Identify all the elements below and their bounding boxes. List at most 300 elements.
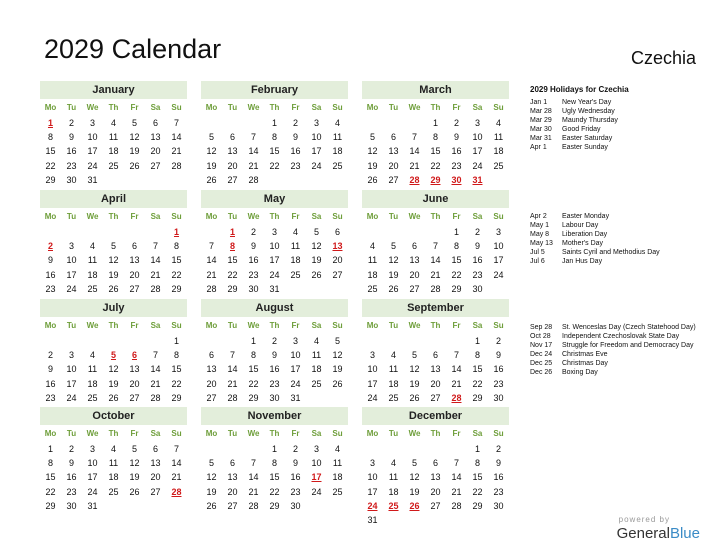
holiday-entry [530,230,705,239]
holiday-date: Mar 29 [530,117,552,124]
day-cell: 9 [271,350,277,361]
day-cell: 24 [367,392,378,403]
day-cell: 18 [311,364,322,375]
holiday-day-cell: 28 [451,392,462,403]
weekday-label: Fr [130,103,139,112]
day-cell: 28 [451,500,462,511]
holiday-name: Maundy Thursday [562,117,618,124]
holiday-name: Christmas Day [562,360,608,367]
day-cell: 25 [332,486,343,497]
weekday-label: Tu [388,212,399,221]
day-cell: 20 [388,160,399,171]
day-cell: 12 [388,255,399,266]
day-cell: 21 [248,486,259,497]
day-cell: 17 [66,378,77,389]
weekday-label: Fr [452,321,461,330]
day-cell: 23 [45,283,56,294]
day-cell: 24 [472,160,483,171]
day-cell: 23 [493,486,504,497]
day-cell: 8 [453,241,459,252]
day-cell: 21 [150,269,161,280]
weekday-label: Tu [227,103,238,112]
day-cell: 25 [290,269,301,280]
day-cell: 8 [474,458,480,469]
month-november [201,407,348,513]
day-cell: 20 [227,160,238,171]
empty-cell [243,442,264,456]
day-cell: 11 [311,350,322,361]
holiday-entry [530,359,705,368]
holiday-date: May 8 [530,231,550,238]
day-grid [201,334,348,405]
weekday-label: Sa [311,321,322,330]
day-grid [201,442,348,513]
day-cell: 29 [472,392,483,403]
day-cell: 9 [453,132,459,143]
holiday-name: Easter Sunday [562,144,608,151]
holiday-entry [530,350,705,359]
day-cell: 25 [332,160,343,171]
day-cell: 17 [66,269,77,280]
month-august [201,299,348,405]
month-name: February [201,81,348,99]
day-cell: 7 [411,132,417,143]
weekday-label: Sa [150,212,161,221]
day-cell: 30 [290,500,301,511]
day-cell: 19 [311,255,322,266]
day-cell: 30 [66,500,77,511]
holiday-date: Mar 28 [530,108,552,115]
day-cell: 23 [45,392,56,403]
day-cell: 17 [87,146,98,157]
holiday-entry [530,257,705,266]
weekday-label: Mo [205,103,218,112]
day-cell: 29 [472,500,483,511]
day-cell: 23 [269,378,280,389]
day-cell: 10 [311,458,322,469]
day-cell: 8 [271,458,277,469]
day-cell: 17 [290,364,301,375]
day-cell: 29 [45,174,56,185]
day-cell: 26 [332,378,343,389]
day-cell: 16 [269,364,280,375]
day-cell: 3 [495,227,501,237]
day-cell: 24 [311,486,322,497]
weekday-label: Mo [205,429,218,438]
day-cell: 18 [332,146,343,157]
day-cell: 15 [451,255,462,266]
day-cell: 11 [87,364,98,375]
holiday-date: Dec 26 [530,369,553,376]
day-cell: 18 [87,269,98,280]
day-cell: 14 [430,255,441,266]
weekday-label: Fr [452,103,461,112]
holiday-date: Apr 1 [530,144,547,151]
day-cell: 9 [250,241,256,252]
day-cell: 16 [45,378,56,389]
day-cell: 10 [66,364,77,375]
day-cell: 4 [89,241,95,252]
month-name: March [362,81,509,99]
day-cell: 6 [152,444,158,454]
empty-cell [404,334,425,348]
day-cell: 21 [248,160,259,171]
weekday-label: Su [493,321,504,330]
day-cell: 6 [432,458,438,469]
day-cell: 9 [47,255,53,266]
day-cell: 10 [311,132,322,143]
day-cell: 18 [493,146,504,157]
day-cell: 26 [129,486,140,497]
day-cell: 7 [173,118,179,128]
holiday-name: Independent Czechoslovak State Day [562,333,680,340]
day-cell: 25 [311,378,322,389]
empty-cell [124,225,145,239]
day-cell: 6 [390,132,396,143]
weekday-label: Mo [366,321,379,330]
day-cell: 7 [250,132,256,143]
day-cell: 4 [110,444,116,454]
holiday-day-cell: 8 [229,241,235,252]
weekday-header-row [40,101,187,115]
day-cell: 29 [227,283,238,294]
day-cell: 3 [89,118,95,128]
day-cell: 26 [311,269,322,280]
day-cell: 3 [369,350,375,361]
day-grid [362,442,509,527]
day-cell: 13 [388,146,399,157]
day-cell: 11 [108,458,119,469]
empty-cell [103,334,124,348]
day-cell: 27 [129,283,140,294]
day-cell: 4 [110,118,116,128]
day-cell: 21 [227,378,238,389]
day-cell: 13 [150,132,161,143]
day-cell: 8 [47,132,53,143]
weekday-label: Su [171,103,182,112]
day-cell: 4 [495,118,501,128]
brand-logo[interactable] [617,525,700,542]
day-cell: 12 [206,472,217,483]
holiday-name: Mother's Day [562,240,604,247]
day-cell: 28 [227,392,238,403]
day-cell: 14 [451,472,462,483]
day-cell: 11 [87,255,98,266]
weekday-label: Th [430,212,441,221]
weekday-label: Su [171,212,182,221]
day-cell: 3 [369,458,375,469]
month-name: October [40,407,187,425]
day-cell: 11 [290,241,301,252]
day-cell: 10 [66,255,77,266]
day-cell: 17 [493,255,504,266]
day-cell: 20 [227,486,238,497]
day-cell: 26 [206,500,217,511]
day-cell: 18 [87,378,98,389]
empty-cell [404,116,425,130]
day-cell: 15 [171,364,182,375]
month-march [362,81,509,187]
day-cell: 10 [269,241,280,252]
holiday-list-q1 [530,85,705,152]
day-cell: 17 [87,472,98,483]
day-cell: 13 [430,472,441,483]
month-december [362,407,509,527]
day-cell: 21 [206,269,217,280]
weekday-label: Tu [66,212,77,221]
day-cell: 7 [453,458,459,469]
holiday-date: May 13 [530,240,553,247]
weekday-label: We [408,429,421,438]
weekday-label: We [408,212,421,221]
day-cell: 12 [108,364,119,375]
day-cell: 12 [129,458,140,469]
day-cell: 17 [367,378,378,389]
day-cell: 10 [290,350,301,361]
day-cell: 2 [68,444,74,454]
day-grid [362,334,509,405]
month-name: December [362,407,509,425]
day-cell: 28 [150,392,161,403]
weekday-label: We [247,212,260,221]
day-cell: 8 [47,458,53,469]
holiday-date: Oct 28 [530,333,551,340]
day-cell: 4 [390,350,396,361]
weekday-label: Th [269,429,280,438]
day-cell: 10 [87,132,98,143]
weekday-header-row [201,427,348,441]
day-cell: 26 [129,160,140,171]
day-cell: 17 [311,146,322,157]
day-cell: 27 [430,500,441,511]
holiday-date: May 1 [530,222,550,229]
weekday-label: Fr [291,212,300,221]
day-cell: 23 [493,378,504,389]
day-cell: 20 [129,378,140,389]
weekday-label: Mo [366,103,379,112]
holiday-day-cell: 31 [472,174,483,185]
holiday-day-cell: 25 [388,500,399,511]
empty-cell [243,116,264,130]
weekday-header-row [362,210,509,224]
empty-cell [124,334,145,348]
weekday-label: Th [430,321,441,330]
day-cell: 19 [206,160,217,171]
day-cell: 23 [66,486,77,497]
day-cell: 30 [248,283,259,294]
day-cell: 23 [248,269,259,280]
day-cell: 18 [108,146,119,157]
weekday-label: Tu [227,212,238,221]
day-cell: 3 [313,118,319,128]
day-cell: 4 [369,241,375,252]
weekday-label: Th [269,212,280,221]
day-cell: 16 [472,255,483,266]
holiday-entry [530,332,705,341]
day-cell: 19 [409,486,420,497]
day-cell: 28 [248,174,259,185]
day-cell: 27 [227,500,238,511]
day-cell: 2 [495,336,501,346]
day-cell: 11 [108,132,119,143]
holiday-date: Jul 5 [530,249,545,256]
day-cell: 11 [332,458,343,469]
day-cell: 9 [292,458,298,469]
day-cell: 1 [173,336,179,346]
weekday-label: Th [269,103,280,112]
weekday-label: Su [332,429,343,438]
day-cell: 9 [292,132,298,143]
holiday-entry [530,107,705,116]
weekday-label: Mo [366,212,379,221]
day-cell: 25 [108,160,119,171]
day-cell: 27 [430,392,441,403]
day-cell: 3 [292,336,298,346]
day-cell: 12 [108,255,119,266]
day-cell: 4 [292,227,298,237]
weekday-label: Sa [472,212,483,221]
empty-cell [61,334,82,348]
day-cell: 24 [66,392,77,403]
day-cell: 26 [388,283,399,294]
day-cell: 16 [248,255,259,266]
day-cell: 4 [334,118,340,128]
day-cell: 19 [409,378,420,389]
day-cell: 29 [171,283,182,294]
day-cell: 10 [472,132,483,143]
day-cell: 16 [290,146,301,157]
day-cell: 5 [369,132,375,143]
month-september [362,299,509,405]
empty-cell [82,334,103,348]
day-cell: 19 [332,364,343,375]
day-cell: 22 [472,378,483,389]
day-cell: 15 [430,146,441,157]
day-cell: 14 [150,255,161,266]
weekday-label: Fr [291,429,300,438]
day-cell: 16 [493,472,504,483]
weekday-label: Th [430,429,441,438]
holiday-date: Mar 31 [530,135,552,142]
day-cell: 22 [45,160,56,171]
holiday-name: Liberation Day [562,231,608,238]
day-cell: 14 [409,146,420,157]
day-cell: 13 [430,364,441,375]
day-cell: 15 [472,472,483,483]
weekday-label: Sa [472,103,483,112]
day-grid [40,442,187,513]
day-cell: 11 [332,132,343,143]
day-cell: 12 [129,132,140,143]
weekday-label: Sa [311,103,322,112]
day-cell: 22 [171,269,182,280]
weekday-header-row [201,101,348,115]
holiday-name: Saints Cyril and Methodius Day [562,249,660,256]
day-cell: 27 [227,174,238,185]
month-name: January [40,81,187,99]
holiday-name: Good Friday [562,126,601,133]
holiday-day-cell: 13 [332,241,343,252]
day-grid [40,116,187,187]
holiday-day-cell: 17 [311,472,322,483]
day-cell: 26 [367,174,378,185]
holiday-day-cell: 1 [229,227,235,237]
page-title: 2029 Calendar [44,34,222,64]
day-cell: 30 [472,283,483,294]
weekday-label: We [86,321,99,330]
weekday-label: Tu [227,429,238,438]
holiday-day-cell: 1 [173,227,179,237]
holiday-day-cell: 2 [47,241,53,252]
day-cell: 21 [171,146,182,157]
month-name: April [40,190,187,208]
empty-cell [201,116,222,130]
day-cell: 7 [208,241,214,252]
day-cell: 7 [432,241,438,252]
day-cell: 26 [108,392,119,403]
day-grid [362,116,509,187]
day-cell: 8 [432,132,438,143]
day-cell: 7 [173,444,179,454]
empty-cell [362,334,383,348]
day-cell: 25 [367,283,378,294]
day-cell: 6 [152,118,158,128]
day-cell: 8 [271,132,277,143]
holiday-date: Dec 25 [530,360,553,367]
holiday-day-cell: 24 [367,500,378,511]
holiday-date: Jan 1 [530,99,548,106]
weekday-label: Fr [291,321,300,330]
day-cell: 24 [290,378,301,389]
day-cell: 9 [47,364,53,375]
day-cell: 23 [472,269,483,280]
weekday-header-row [362,427,509,441]
weekday-label: Sa [150,321,161,330]
weekday-label: We [408,321,421,330]
day-cell: 2 [47,350,53,361]
day-cell: 7 [152,350,158,361]
day-cell: 14 [206,255,217,266]
day-cell: 31 [87,174,98,185]
holiday-date: Apr 2 [530,213,547,220]
empty-cell [425,442,446,456]
weekday-label: Th [108,429,119,438]
weekday-header-row [40,319,187,333]
day-cell: 1 [432,118,438,128]
day-cell: 15 [45,146,56,157]
day-cell: 11 [367,255,378,266]
day-cell: 15 [472,364,483,375]
holiday-entry [530,116,705,125]
day-cell: 12 [206,146,217,157]
day-cell: 16 [451,146,462,157]
day-cell: 15 [269,472,280,483]
day-cell: 3 [271,227,277,237]
day-cell: 2 [68,118,74,128]
holiday-entry [530,248,705,257]
day-cell: 13 [409,255,420,266]
day-cell: 7 [453,350,459,361]
weekday-header-row [40,210,187,224]
day-cell: 2 [292,118,298,128]
day-cell: 20 [332,255,343,266]
day-cell: 6 [131,241,137,252]
empty-cell [201,442,222,456]
weekday-label: We [86,212,99,221]
day-grid [362,225,509,296]
day-cell: 22 [269,160,280,171]
holiday-entry [530,212,705,221]
